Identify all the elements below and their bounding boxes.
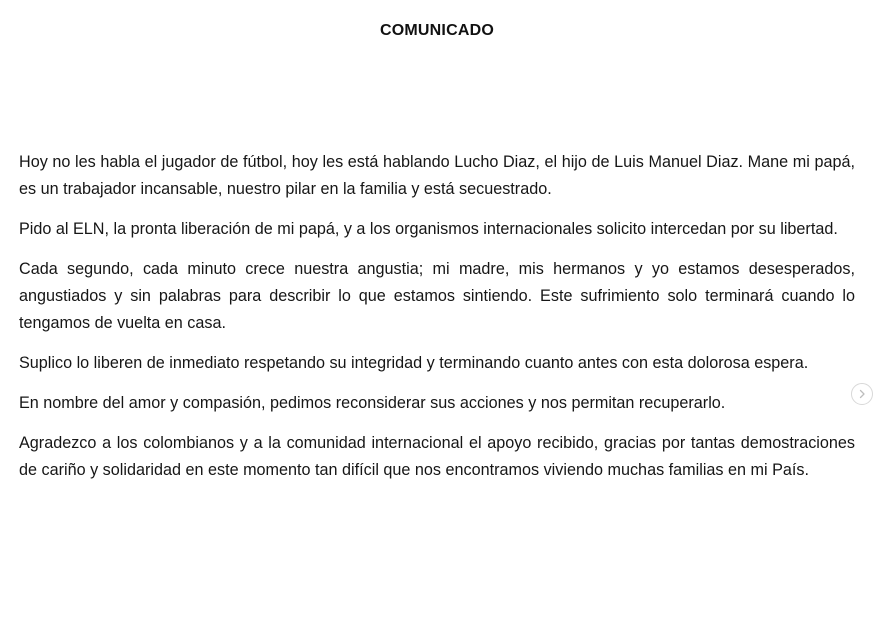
chevron-right-icon bbox=[857, 389, 867, 399]
paragraph-4: Suplico lo liberen de inmediato respetando su integridad y terminando cuanto antes con esta dolorosa espera. bbox=[19, 354, 809, 372]
paragraph-2: Pido al ELN, la pronta liberación de mi papá, y a los organismos internacionales solicito intercedan por su libertad. bbox=[19, 220, 838, 238]
paragraph-1: Hoy no les habla el jugador de fútbol, hoy les está hablando Lucho Diaz, el hijo de Luis Manuel Diaz. Mane mi papá, es un trabajador incansable, nuestro pilar en la familia y está secuestrado. bbox=[19, 153, 855, 198]
next-slide-button[interactable] bbox=[851, 383, 873, 405]
paragraph-6: Agradezco a los colombianos y a la comunidad internacional el apoyo recibido, gracias por tantas demostraciones de cariño y solidaridad en este momento tan difícil que nos encontramos viviendo muchas familias en mi País. bbox=[19, 434, 855, 479]
document-body bbox=[19, 149, 855, 484]
paragraph-5: En nombre del amor y compasión, pedimos reconsiderar sus acciones y nos permitan recuperarlo. bbox=[19, 394, 726, 412]
document-title: COMUNICADO bbox=[380, 22, 494, 39]
paragraph-3: Cada segundo, cada minuto crece nuestra angustia; mi madre, mis hermanos y yo estamos desesperados, angustiados y sin palabras para describir lo que estamos sintiendo. Este sufrimiento solo terminará cuando lo tengamos de vuelta en casa. bbox=[19, 260, 855, 332]
